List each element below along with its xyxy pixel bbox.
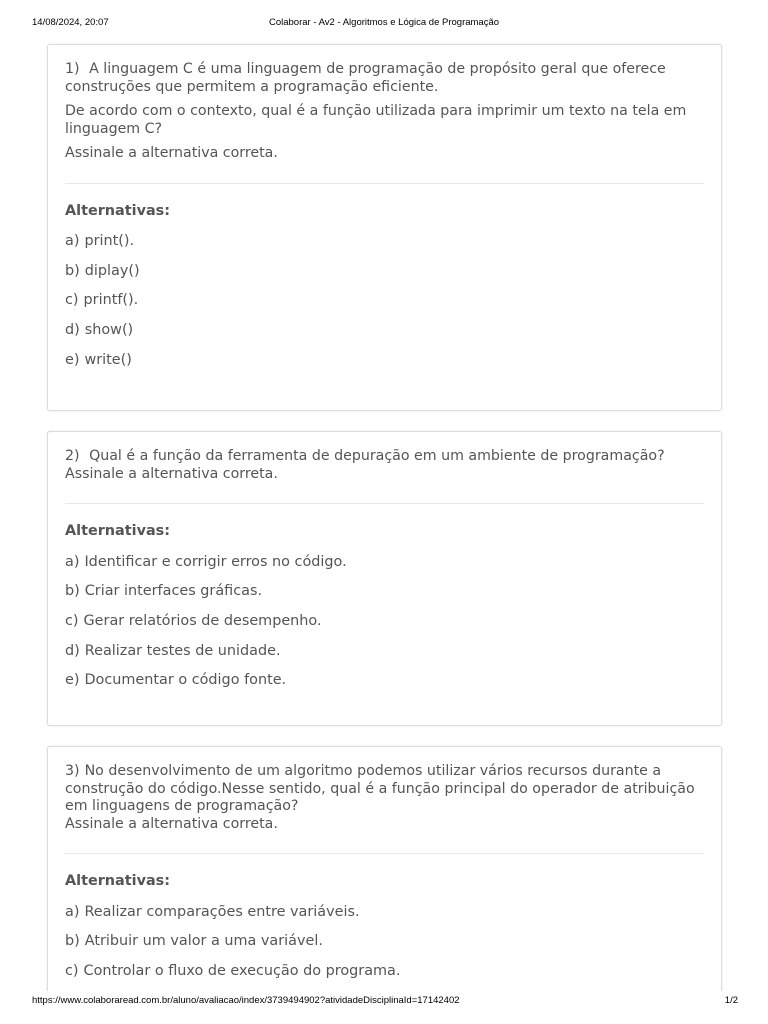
question-1-number: 1) bbox=[65, 61, 80, 77]
alternative-text: show() bbox=[84, 322, 134, 339]
question-2-alternative-d[interactable] bbox=[65, 636, 704, 666]
question-card-2 bbox=[47, 431, 722, 726]
alternative-text: Identificar e corrigir erros no código. bbox=[84, 553, 347, 570]
question-2-alternative-c[interactable] bbox=[65, 606, 704, 636]
alternative-letter: e) bbox=[65, 672, 80, 689]
question-3-alternatives-title: Alternativas: bbox=[65, 873, 170, 889]
question-card-3 bbox=[47, 746, 722, 991]
print-page-number: 1/2 bbox=[724, 995, 738, 1006]
alternative-text: Gerar relatórios de desempenho. bbox=[83, 612, 322, 629]
alternative-letter: b) bbox=[65, 583, 80, 600]
alternative-text: Documentar o código fonte. bbox=[84, 672, 287, 689]
question-2-alternatives-title: Alternativas: bbox=[65, 523, 170, 539]
question-card-1 bbox=[47, 44, 722, 411]
alternative-letter: a) bbox=[65, 903, 80, 920]
question-1-paragraph-3: Assinale a alternativa correta. bbox=[65, 145, 278, 161]
question-2-alternatives bbox=[65, 547, 704, 695]
question-3-alternative-b[interactable] bbox=[65, 927, 704, 957]
alternative-letter: d) bbox=[65, 642, 80, 659]
question-3-alternative-a[interactable] bbox=[65, 897, 704, 927]
question-3-number: 3) bbox=[65, 763, 80, 779]
question-1-alternative-c[interactable] bbox=[65, 286, 704, 316]
alternative-text: Criar interfaces gráficas. bbox=[84, 583, 263, 600]
question-1-alternative-b[interactable] bbox=[65, 256, 704, 286]
question-1-paragraph-1: A linguagem C é uma linguagem de programação de propósito geral que oferece construções que permitem a programação eficiente. bbox=[65, 61, 666, 95]
alternative-letter: b) bbox=[65, 933, 80, 950]
question-1-text bbox=[65, 61, 704, 96]
print-page-title: Colaborar - Av2 - Algoritmos e Lógica de Programação bbox=[268, 17, 500, 28]
print-datetime: 14/08/2024, 20:07 bbox=[32, 17, 109, 28]
question-2-paragraph-1: Qual é a função da ferramenta de depuração em um ambiente de programação? Assinale a alternativa correta. bbox=[65, 448, 665, 482]
alternative-letter: c) bbox=[65, 292, 79, 309]
print-url: https://www.colaboraread.com.br/aluno/avaliacao/index/3739494902?atividadeDisciplinaId=17142402 bbox=[32, 995, 460, 1006]
alternative-text: write() bbox=[84, 351, 132, 368]
alternative-text: Controlar o fluxo de execução do programa. bbox=[83, 962, 401, 979]
alternative-text: Realizar comparações entre variáveis. bbox=[84, 903, 360, 920]
question-2-alternative-e[interactable] bbox=[65, 665, 704, 695]
question-1-alternative-d[interactable] bbox=[65, 315, 704, 345]
alternative-letter: c) bbox=[65, 962, 79, 979]
question-3-text bbox=[65, 763, 704, 833]
alternative-letter: a) bbox=[65, 233, 80, 250]
print-header bbox=[32, 17, 736, 31]
question-1-alternative-e[interactable] bbox=[65, 345, 704, 375]
alternative-letter: b) bbox=[65, 262, 80, 279]
question-2-alternative-b[interactable] bbox=[65, 577, 704, 607]
alternative-text: printf(). bbox=[83, 292, 139, 309]
question-3-paragraph-1: No desenvolvimento de um algoritmo podemos utilizar vários recursos durante a construção do código.Nesse sentido, qual é a função principal do operador de atribuição em linguagens de programação? Assinale a alternativa correta. bbox=[65, 763, 695, 832]
alternative-text: diplay() bbox=[84, 262, 140, 279]
question-1-alternatives-title: Alternativas: bbox=[65, 202, 170, 219]
question-1-alternatives bbox=[65, 227, 704, 375]
alternative-letter: e) bbox=[65, 351, 80, 368]
alternative-text: Realizar testes de unidade. bbox=[84, 642, 281, 659]
question-2-alternative-a[interactable] bbox=[65, 547, 704, 577]
question-3-divider bbox=[65, 853, 704, 854]
print-footer bbox=[32, 995, 738, 1009]
question-3-alternative-c[interactable] bbox=[65, 956, 704, 986]
question-2-text bbox=[65, 448, 704, 483]
question-1-paragraph-2: De acordo com o contexto, qual é a função utilizada para imprimir um texto na tela em linguagem C? bbox=[65, 103, 687, 137]
questions-area bbox=[0, 40, 768, 991]
question-1-alternative-a[interactable] bbox=[65, 227, 704, 257]
alternative-text: print(). bbox=[84, 233, 135, 250]
question-1-divider bbox=[65, 183, 704, 184]
alternative-letter: a) bbox=[65, 553, 80, 570]
question-3-alternatives bbox=[65, 897, 704, 986]
alternative-text: Atribuir um valor a uma variável. bbox=[84, 933, 323, 950]
alternative-letter: c) bbox=[65, 612, 79, 629]
alternative-letter: d) bbox=[65, 322, 80, 339]
question-2-number: 2) bbox=[65, 448, 80, 464]
question-2-divider bbox=[65, 503, 704, 504]
